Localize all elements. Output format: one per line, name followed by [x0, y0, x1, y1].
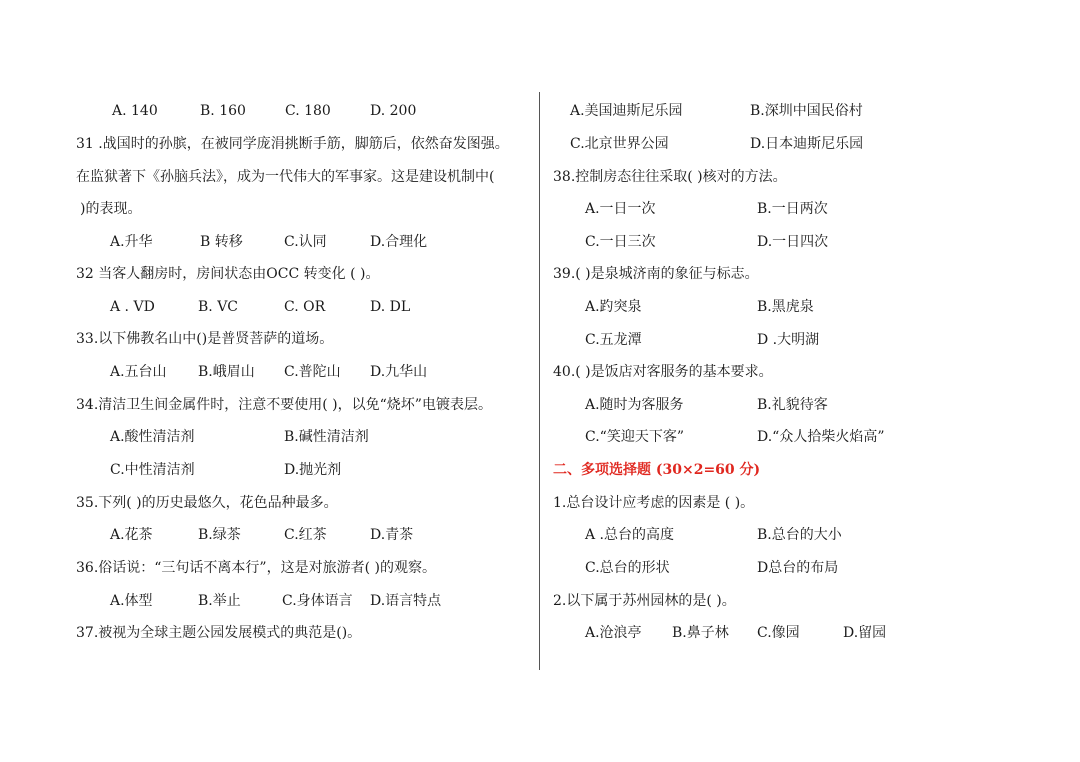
q37-option-c: C.北京世界公园: [570, 136, 669, 152]
m2-option-c: C.像园: [757, 625, 800, 641]
q38-option-b: B.一日两次: [757, 201, 828, 217]
q36-option-b: B.举止: [198, 593, 241, 609]
m1-option-d: D总台的布局: [757, 560, 839, 576]
q39-text: 39.( )是泉城济南的象征与标志。: [553, 266, 759, 282]
q31-option-c: C.认同: [284, 234, 327, 250]
q37-option-d: D.日本迪斯尼乐园: [750, 136, 864, 152]
q40-text: 40.( )是饭店对客服务的基本要求。: [553, 364, 773, 380]
q35-option-a: A.花茶: [110, 527, 153, 543]
q37-text: 37.被视为全球主题公园发展模式的典范是()。: [76, 625, 362, 641]
q35-option-c: C.红茶: [284, 527, 327, 543]
m1-option-a: A .总台的高度: [585, 527, 675, 543]
q34-option-c: C.中性清洁剂: [110, 462, 195, 478]
q35-text: 35.下列( )的历史最悠久，花色品种最多。: [76, 495, 338, 511]
m1-text: 1.总台设计应考虑的因素是 ( )。: [553, 495, 755, 511]
q30-option-c: C. 180: [285, 103, 331, 119]
q31-text-line3: )的表现。: [80, 201, 142, 217]
q38-option-d: D.一日四次: [757, 234, 829, 250]
q40-option-a: A.随时为客服务: [585, 397, 684, 413]
q32-option-c: C. OR: [284, 299, 326, 315]
q31-option-a: A.升华: [110, 234, 153, 250]
q33-option-c: C.普陀山: [284, 364, 341, 380]
q33-option-a: A.五台山: [110, 364, 167, 380]
q31-option-b: B 转移: [200, 234, 243, 250]
q40-option-d: D.“众人拾柴火焰高”: [757, 429, 885, 445]
q32-option-b: B. VC: [198, 299, 239, 315]
q39-option-a: A.趵突泉: [585, 299, 642, 315]
q31-option-d: D.合理化: [370, 234, 428, 250]
m1-option-b: B.总台的大小: [757, 527, 842, 543]
q39-option-d: D .大明湖: [757, 332, 820, 348]
m2-text: 2.以下属于苏州园林的是( )。: [553, 593, 736, 609]
m2-option-a: A.沧浪亭: [585, 625, 642, 641]
q34-option-a: A.酸性清洁剂: [110, 429, 195, 445]
q38-option-c: C.一日三次: [585, 234, 656, 250]
q34-option-b: B.碱性清洁剂: [284, 429, 369, 445]
q34-option-d: D.抛光剂: [284, 462, 342, 478]
q32-option-a: A . VD: [110, 299, 155, 315]
q37-option-b: B.深圳中国民俗村: [750, 103, 863, 119]
q36-text: 36.俗话说：“三句话不离本行”，这是对旅游者( )的观察。: [76, 560, 436, 576]
q35-option-d: D.青茶: [370, 527, 414, 543]
q40-option-c: C.“笑迎天下客”: [585, 429, 684, 445]
q33-option-d: D.九华山: [370, 364, 428, 380]
q33-text: 33.以下佛教名山中()是普贤菩萨的道场。: [76, 331, 334, 347]
q30-option-d: D. 200: [370, 103, 417, 119]
q34-text: 34.清洁卫生间金属件时，注意不要使用( )，以免“烧坏”电镀表层。: [76, 397, 492, 413]
q38-text: 38.控制房态往往采取( )核对的方法。: [553, 169, 787, 185]
column-divider: [539, 92, 540, 670]
q36-option-d: D.语言特点: [370, 593, 442, 609]
q31-text-line1: 31 .战国时的孙膑，在被同学庞涓挑断手筋，脚筋后，依然奋发图强。: [76, 136, 509, 152]
m1-option-c: C.总台的形状: [585, 560, 670, 576]
q36-option-a: A.体型: [110, 593, 153, 609]
section-heading-multiple-choice: 二、多项选择题 (30×2=60 分): [553, 462, 761, 478]
q30-option-b: B. 160: [200, 103, 246, 119]
q39-option-c: C.五龙潭: [585, 332, 642, 348]
q31-text-line2: 在监狱著下《孙脑兵法》，成为一代伟大的军事家。这是建设机制中(: [76, 169, 495, 185]
q38-option-a: A.一日一次: [585, 201, 656, 217]
m2-option-b: B.鼻子林: [672, 625, 729, 641]
q32-text: 32 当客人翻房时，房间状态由OCC 转变化 ( )。: [76, 266, 380, 282]
q33-option-b: B.峨眉山: [198, 364, 255, 380]
q39-option-b: B.黑虎泉: [757, 299, 814, 315]
q32-option-d: D. DL: [370, 299, 411, 315]
q40-option-b: B.礼貌待客: [757, 397, 828, 413]
m2-option-d: D.留园: [843, 625, 887, 641]
q36-option-c: C.身体语言: [282, 593, 353, 609]
q30-option-a: A. 140: [112, 103, 158, 119]
q35-option-b: B.绿茶: [198, 527, 241, 543]
q37-option-a: A.美国迪斯尼乐园: [570, 103, 683, 119]
